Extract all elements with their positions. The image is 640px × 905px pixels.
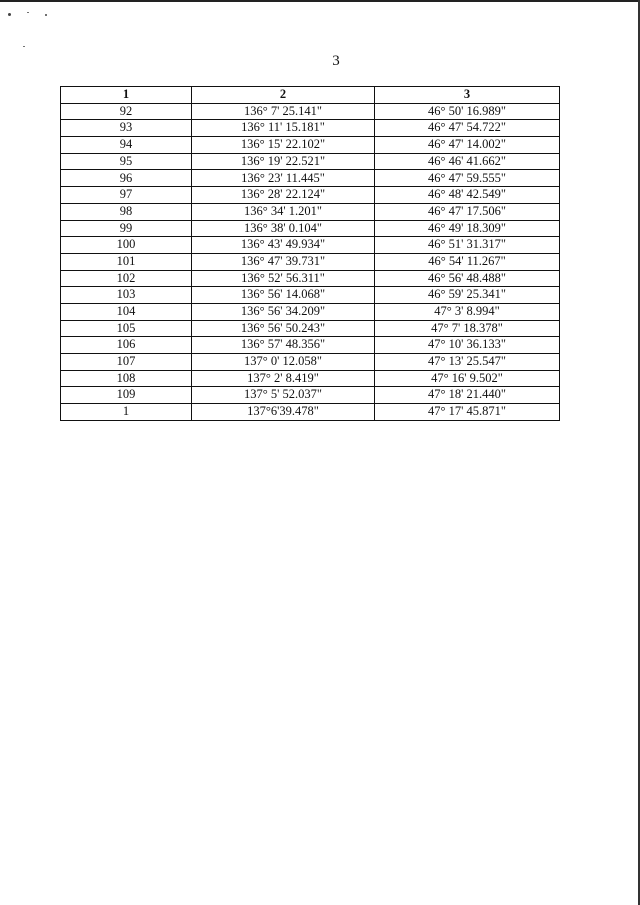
point-number-cell: 92	[61, 103, 192, 120]
latitude-cell: 46° 51' 31.317"	[375, 237, 560, 254]
table-row	[61, 270, 560, 287]
point-number-cell: 98	[61, 203, 192, 220]
point-number-cell: 96	[61, 170, 192, 187]
latitude-cell: 47° 13' 25.547"	[375, 354, 560, 371]
column-header: 1	[61, 87, 192, 104]
page-top-edge	[0, 0, 640, 2]
point-number-cell: 105	[61, 320, 192, 337]
table-row	[61, 103, 560, 120]
point-number-cell: 93	[61, 120, 192, 137]
latitude-cell: 47° 18' 21.440"	[375, 387, 560, 404]
point-number-cell: 95	[61, 153, 192, 170]
table-header-row	[61, 87, 560, 104]
longitude-cell: 136° 57' 48.356"	[192, 337, 375, 354]
latitude-cell: 46° 59' 25.341"	[375, 287, 560, 304]
longitude-cell: 136° 28' 22.124"	[192, 187, 375, 204]
longitude-cell: 136° 7' 25.141"	[192, 103, 375, 120]
latitude-cell: 46° 47' 14.002"	[375, 137, 560, 154]
point-number-cell: 94	[61, 137, 192, 154]
latitude-cell: 46° 46' 41.662"	[375, 153, 560, 170]
table-row	[61, 320, 560, 337]
table-row	[61, 120, 560, 137]
table-row	[61, 153, 560, 170]
table-row	[61, 237, 560, 254]
column-header: 2	[192, 87, 375, 104]
point-number-cell: 104	[61, 303, 192, 320]
longitude-cell: 136° 11' 15.181"	[192, 120, 375, 137]
table-row	[61, 404, 560, 421]
latitude-cell: 46° 47' 54.722"	[375, 120, 560, 137]
table-row	[61, 203, 560, 220]
coordinates-table	[60, 86, 560, 421]
latitude-cell: 46° 47' 17.506"	[375, 203, 560, 220]
point-number-cell: 97	[61, 187, 192, 204]
table-row	[61, 253, 560, 270]
table-row	[61, 220, 560, 237]
point-number-cell: 99	[61, 220, 192, 237]
table-row	[61, 387, 560, 404]
table-row	[61, 137, 560, 154]
table-row	[61, 303, 560, 320]
scan-speck	[23, 46, 25, 47]
latitude-cell: 46° 49' 18.309"	[375, 220, 560, 237]
point-number-cell: 101	[61, 253, 192, 270]
table-row	[61, 287, 560, 304]
longitude-cell: 136° 43' 49.934"	[192, 237, 375, 254]
longitude-cell: 137° 5' 52.037"	[192, 387, 375, 404]
longitude-cell: 136° 15' 22.102"	[192, 137, 375, 154]
point-number-cell: 100	[61, 237, 192, 254]
longitude-cell: 136° 56' 34.209"	[192, 303, 375, 320]
latitude-cell: 46° 50' 16.989"	[375, 103, 560, 120]
point-number-cell: 107	[61, 354, 192, 371]
table-row	[61, 354, 560, 371]
longitude-cell: 136° 52' 56.311"	[192, 270, 375, 287]
longitude-cell: 137° 2' 8.419"	[192, 370, 375, 387]
longitude-cell: 136° 47' 39.731"	[192, 253, 375, 270]
point-number-cell: 102	[61, 270, 192, 287]
latitude-cell: 47° 3' 8.994"	[375, 303, 560, 320]
table-row	[61, 187, 560, 204]
latitude-cell: 46° 54' 11.267"	[375, 253, 560, 270]
table-row	[61, 170, 560, 187]
point-number-cell: 103	[61, 287, 192, 304]
latitude-cell: 46° 48' 42.549"	[375, 187, 560, 204]
longitude-cell: 136° 34' 1.201"	[192, 203, 375, 220]
latitude-cell: 47° 17' 45.871"	[375, 404, 560, 421]
longitude-cell: 136° 56' 14.068"	[192, 287, 375, 304]
latitude-cell: 47° 16' 9.502"	[375, 370, 560, 387]
point-number-cell: 1	[61, 404, 192, 421]
page-number: 3	[332, 53, 340, 69]
latitude-cell: 47° 7' 18.378"	[375, 320, 560, 337]
latitude-cell: 47° 10' 36.133"	[375, 337, 560, 354]
longitude-cell: 137°6'39.478"	[192, 404, 375, 421]
scan-speck	[8, 13, 11, 16]
longitude-cell: 136° 23' 11.445"	[192, 170, 375, 187]
table-row	[61, 370, 560, 387]
point-number-cell: 109	[61, 387, 192, 404]
latitude-cell: 46° 47' 59.555"	[375, 170, 560, 187]
scan-speck	[27, 12, 29, 13]
longitude-cell: 137° 0' 12.058"	[192, 354, 375, 371]
point-number-cell: 108	[61, 370, 192, 387]
scan-speck	[45, 14, 47, 16]
point-number-cell: 106	[61, 337, 192, 354]
longitude-cell: 136° 19' 22.521"	[192, 153, 375, 170]
latitude-cell: 46° 56' 48.488"	[375, 270, 560, 287]
table-row	[61, 337, 560, 354]
longitude-cell: 136° 56' 50.243"	[192, 320, 375, 337]
longitude-cell: 136° 38' 0.104"	[192, 220, 375, 237]
column-header: 3	[375, 87, 560, 104]
